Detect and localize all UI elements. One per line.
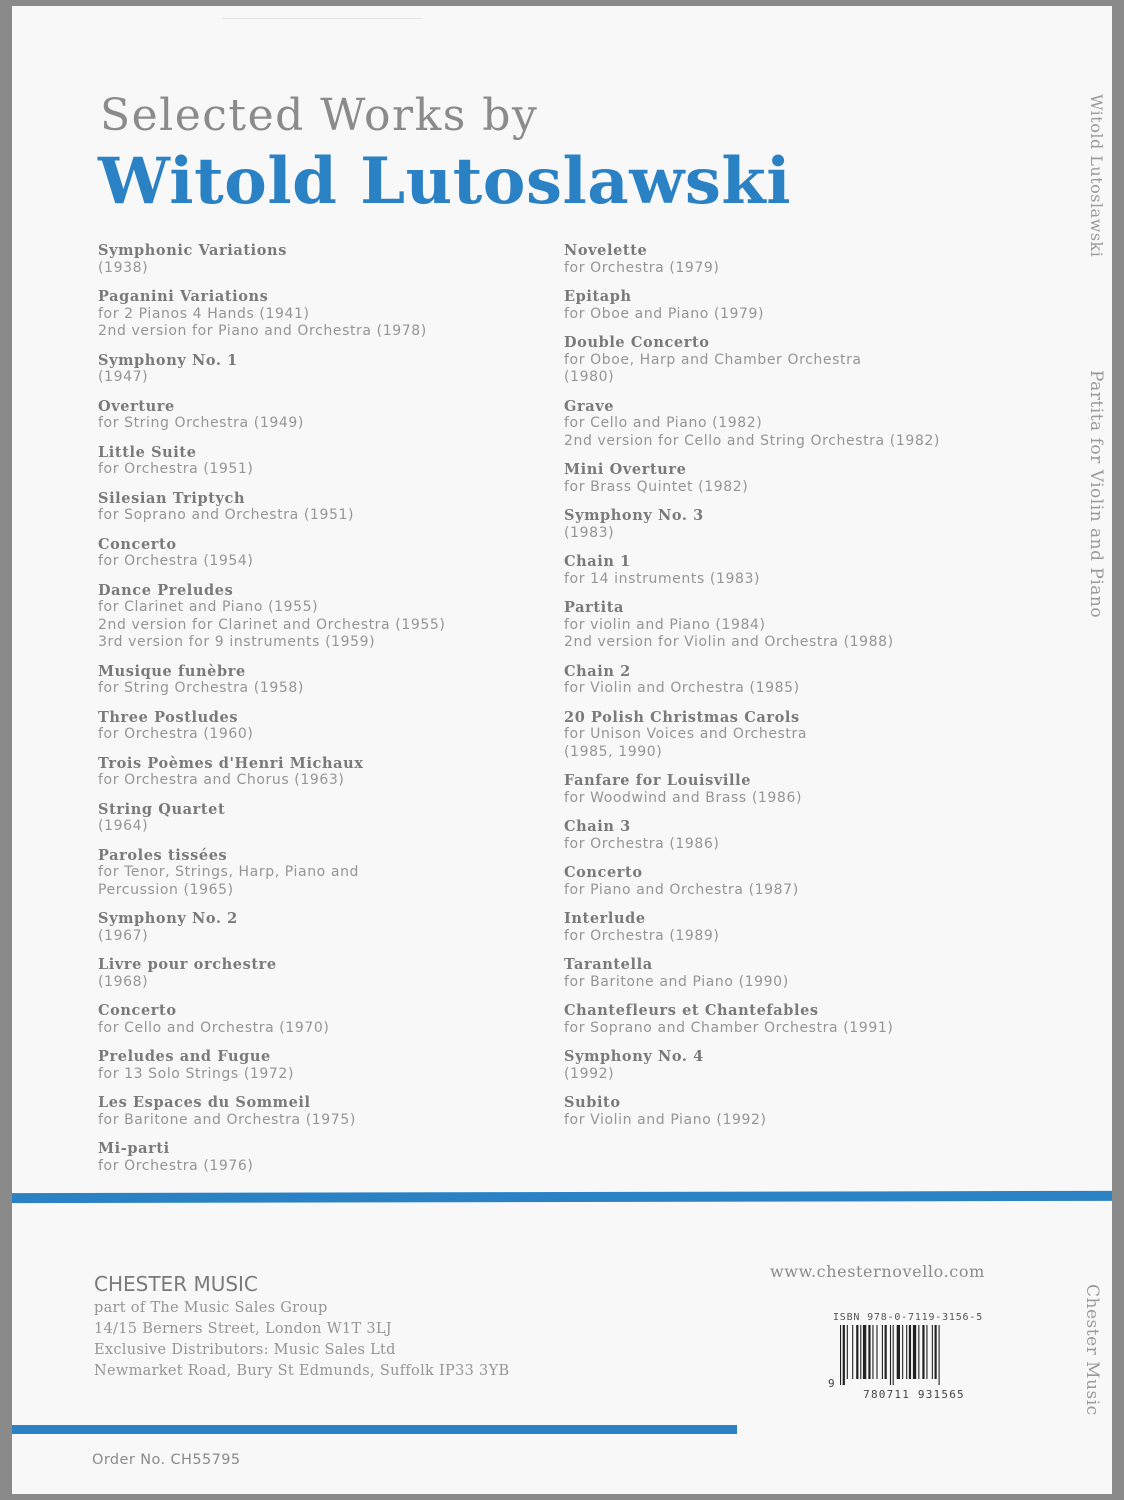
work-item — [98, 801, 518, 836]
barcode-bar — [846, 1325, 847, 1379]
spine-publisher: Chester Music — [1082, 1284, 1102, 1416]
spine-composer: Witold Lutoslawski — [1087, 94, 1106, 258]
barcode-bar — [908, 1325, 910, 1379]
work-title: Novelette — [564, 242, 648, 259]
work-item — [98, 1094, 518, 1129]
isbn-text: ISBN 978-0-7119-3156-5 — [832, 1312, 984, 1323]
work-title: Grave — [564, 397, 615, 415]
work-detail: for String Orchestra (1949) — [98, 415, 304, 431]
heading-composer-name: Witold Lutoslawski — [98, 144, 792, 219]
work-item — [564, 772, 994, 807]
barcode-bar — [913, 1325, 916, 1379]
work-title: Livre pour orchestre — [98, 956, 277, 973]
work-title: Chain 2 — [564, 662, 631, 680]
work-item — [98, 444, 518, 479]
work-item — [98, 663, 518, 698]
work-title: Tarantella — [564, 956, 653, 973]
work-title: Dance Preludes — [98, 581, 234, 599]
work-detail: (1964) — [98, 818, 149, 834]
work-detail: for 13 Solo Strings (1972) — [98, 1065, 295, 1082]
work-item — [564, 1094, 994, 1129]
works-list-right — [564, 242, 994, 1140]
work-detail: for Baritone and Piano (1990) — [564, 973, 789, 990]
work-item — [98, 536, 518, 571]
work-title: Preludes and Fugue — [98, 1048, 271, 1065]
work-item — [98, 490, 518, 525]
work-item — [564, 288, 994, 323]
work-detail: for Unison Voices and Orchestra — [564, 726, 808, 742]
work-detail: for Orchestra (1951) — [98, 461, 254, 477]
work-title: Mini Overture — [564, 461, 687, 478]
work-detail: for Soprano and Orchestra (1951) — [98, 507, 355, 523]
work-detail: for Woodwind and Brass (1986) — [564, 789, 803, 806]
barcode-bar — [863, 1325, 866, 1379]
works-list-left — [98, 242, 518, 1186]
work-title: 20 Polish Christmas Carols — [564, 708, 800, 726]
work-detail: for Clarinet and Piano (1955) — [98, 599, 319, 615]
work-title: Symphony No. 3 — [564, 507, 704, 524]
work-detail: 3rd version for 9 instruments (1959) — [98, 634, 376, 650]
work-item — [98, 956, 518, 991]
work-item — [564, 507, 994, 542]
work-title: Double Concerto — [564, 334, 710, 351]
barcode-bar — [852, 1325, 853, 1379]
work-item — [564, 242, 994, 277]
work-item — [98, 847, 518, 900]
blue-rule-upper — [12, 1191, 1112, 1203]
work-title: Concerto — [98, 535, 177, 553]
work-detail: for Cello and Orchestra (1970) — [98, 1019, 330, 1036]
work-title: Chain 3 — [564, 818, 631, 835]
work-detail: for Baritone and Orchestra (1975) — [98, 1111, 356, 1128]
work-title: Overture — [98, 397, 175, 415]
work-item — [564, 663, 994, 698]
work-detail: (1968) — [98, 973, 149, 990]
isbn-barcode — [828, 1312, 988, 1401]
work-detail: for Orchestra (1976) — [98, 1157, 254, 1174]
work-detail: for Piano and Orchestra (1987) — [564, 881, 799, 898]
work-detail: Percussion (1965) — [98, 881, 234, 898]
work-title: Concerto — [98, 1002, 177, 1019]
work-title: String Quartet — [98, 800, 226, 818]
work-item — [564, 1002, 994, 1037]
work-detail: (1985, 1990) — [564, 743, 663, 760]
barcode-bar — [881, 1325, 882, 1379]
barcode-bar — [902, 1325, 903, 1379]
barcode-bar — [884, 1325, 886, 1379]
publisher-line: Newmarket Road, Bury St Edmunds, Suffolk IP33 3YB — [94, 1363, 510, 1379]
work-detail: (1983) — [564, 524, 615, 541]
work-detail: (1947) — [98, 369, 149, 385]
work-detail: 2nd version for Cello and String Orchestra (1982) — [564, 432, 940, 449]
work-title: Musique funèbre — [98, 662, 246, 680]
work-item — [98, 910, 518, 945]
work-title: Trois Poèmes d'Henri Michaux — [98, 754, 364, 772]
work-title: Silesian Triptych — [98, 489, 246, 507]
work-detail: for Tenor, Strings, Harp, Piano and — [98, 864, 360, 880]
barcode-bar — [934, 1325, 936, 1379]
publisher-name: CHESTER MUSIC — [94, 1272, 258, 1296]
work-title: Little Suite — [98, 443, 197, 461]
work-item — [98, 288, 518, 341]
website-link[interactable]: www.chesternovello.com — [770, 1262, 985, 1281]
work-detail: for Orchestra (1954) — [98, 553, 254, 569]
work-detail: for Soprano and Chamber Orchestra (1991) — [564, 1019, 894, 1036]
barcode-bar — [842, 1325, 844, 1385]
work-title: Epitaph — [564, 288, 632, 305]
spine-work-title: Partita for Violin and Piano — [1086, 370, 1106, 619]
work-item — [98, 1048, 518, 1083]
work-title: Symphony No. 1 — [98, 351, 238, 369]
work-detail: for 2 Pianos 4 Hands (1941) — [98, 305, 310, 322]
work-title: Partita — [564, 599, 625, 616]
work-item — [564, 599, 994, 652]
heading-selected-works: Selected Works by — [100, 90, 539, 141]
work-detail: for Cello and Piano (1982) — [564, 415, 763, 431]
work-title: Paganini Variations — [98, 288, 269, 305]
barcode-bar — [918, 1325, 919, 1379]
work-item — [564, 910, 994, 945]
barcode-bar — [938, 1325, 939, 1385]
work-detail: for Orchestra (1986) — [564, 835, 720, 852]
work-title: Interlude — [564, 910, 646, 927]
blue-rule-lower — [12, 1425, 737, 1434]
work-item — [564, 1048, 994, 1083]
work-detail: (1967) — [98, 927, 149, 944]
work-item — [564, 334, 994, 387]
work-detail: 2nd version for Piano and Orchestra (1978) — [98, 323, 427, 339]
work-item — [564, 709, 994, 762]
work-title: Chain 1 — [564, 553, 631, 570]
barcode-first-digit: 9 — [828, 1377, 835, 1390]
work-title: Paroles tissées — [98, 846, 228, 864]
work-item — [98, 582, 518, 652]
work-detail: (1938) — [98, 259, 149, 276]
publisher-line: Exclusive Distributors: Music Sales Ltd — [94, 1342, 396, 1358]
work-detail: for Violin and Orchestra (1985) — [564, 680, 800, 696]
work-item — [98, 755, 518, 790]
barcode-bar — [892, 1325, 893, 1385]
back-cover — [12, 6, 1112, 1494]
barcode-bar — [860, 1325, 861, 1379]
publisher-block — [94, 1270, 509, 1382]
publisher-line: part of The Music Sales Group — [94, 1300, 328, 1316]
work-item — [564, 956, 994, 991]
work-detail: for Violin and Piano (1992) — [564, 1111, 767, 1128]
barcode-bar — [896, 1325, 899, 1379]
work-item — [98, 709, 518, 744]
work-item — [564, 864, 994, 899]
work-title: Chantefleurs et Chantefables — [564, 1002, 819, 1019]
work-item — [98, 352, 518, 387]
work-title: Symphonic Variations — [98, 242, 287, 259]
work-detail: for Orchestra and Chorus (1963) — [98, 772, 345, 788]
work-title: Concerto — [564, 864, 643, 881]
work-item — [564, 398, 994, 451]
work-detail: 2nd version for Clarinet and Orchestra (1955) — [98, 616, 446, 633]
barcode-icon — [838, 1325, 980, 1387]
work-detail: (1980) — [564, 369, 615, 385]
publisher-line: 14/15 Berners Street, London W1T 3LJ — [94, 1321, 392, 1337]
order-number: Order No. CH55795 — [92, 1452, 241, 1468]
work-title: Mi-parti — [98, 1140, 170, 1157]
work-detail: for Orchestra (1979) — [564, 259, 720, 276]
barcode-bar — [872, 1325, 873, 1379]
work-item — [98, 1140, 518, 1175]
work-detail: for 14 instruments (1983) — [564, 570, 761, 587]
barcode-bar — [868, 1325, 870, 1379]
work-item — [564, 818, 994, 853]
work-detail: for Oboe, Harp and Chamber Orchestra — [564, 351, 862, 368]
barcode-bar — [890, 1325, 891, 1385]
work-item — [564, 553, 994, 588]
work-item — [98, 398, 518, 433]
work-detail: 2nd version for Violin and Orchestra (1988) — [564, 634, 894, 650]
work-title: Symphony No. 2 — [98, 910, 238, 927]
work-detail: for String Orchestra (1958) — [98, 680, 304, 696]
barcode-bar — [840, 1325, 841, 1385]
barcode-digits: 780711 931565 — [863, 1388, 965, 1401]
barcode-bar — [922, 1325, 924, 1379]
work-detail: for Brass Quintet (1982) — [564, 478, 749, 495]
work-item — [98, 1002, 518, 1037]
barcode-bar — [926, 1325, 927, 1379]
barcode-bar — [856, 1325, 858, 1379]
work-title: Three Postludes — [98, 708, 239, 726]
work-detail: for Orchestra (1989) — [564, 927, 720, 944]
work-title: Subito — [564, 1094, 621, 1111]
work-item — [98, 242, 518, 277]
work-title: Les Espaces du Sommeil — [98, 1094, 311, 1111]
barcode-bar — [906, 1325, 907, 1379]
work-title: Fanfare for Louisville — [564, 772, 752, 789]
work-detail: for Orchestra (1960) — [98, 726, 254, 742]
barcode-bar — [876, 1325, 877, 1379]
work-title: Symphony No. 4 — [564, 1048, 704, 1065]
work-detail: for Oboe and Piano (1979) — [564, 305, 765, 322]
scan-mark — [222, 18, 422, 19]
work-detail: for violin and Piano (1984) — [564, 616, 766, 633]
work-detail: (1992) — [564, 1065, 615, 1082]
work-item — [564, 461, 994, 496]
barcode-bar — [931, 1325, 932, 1379]
